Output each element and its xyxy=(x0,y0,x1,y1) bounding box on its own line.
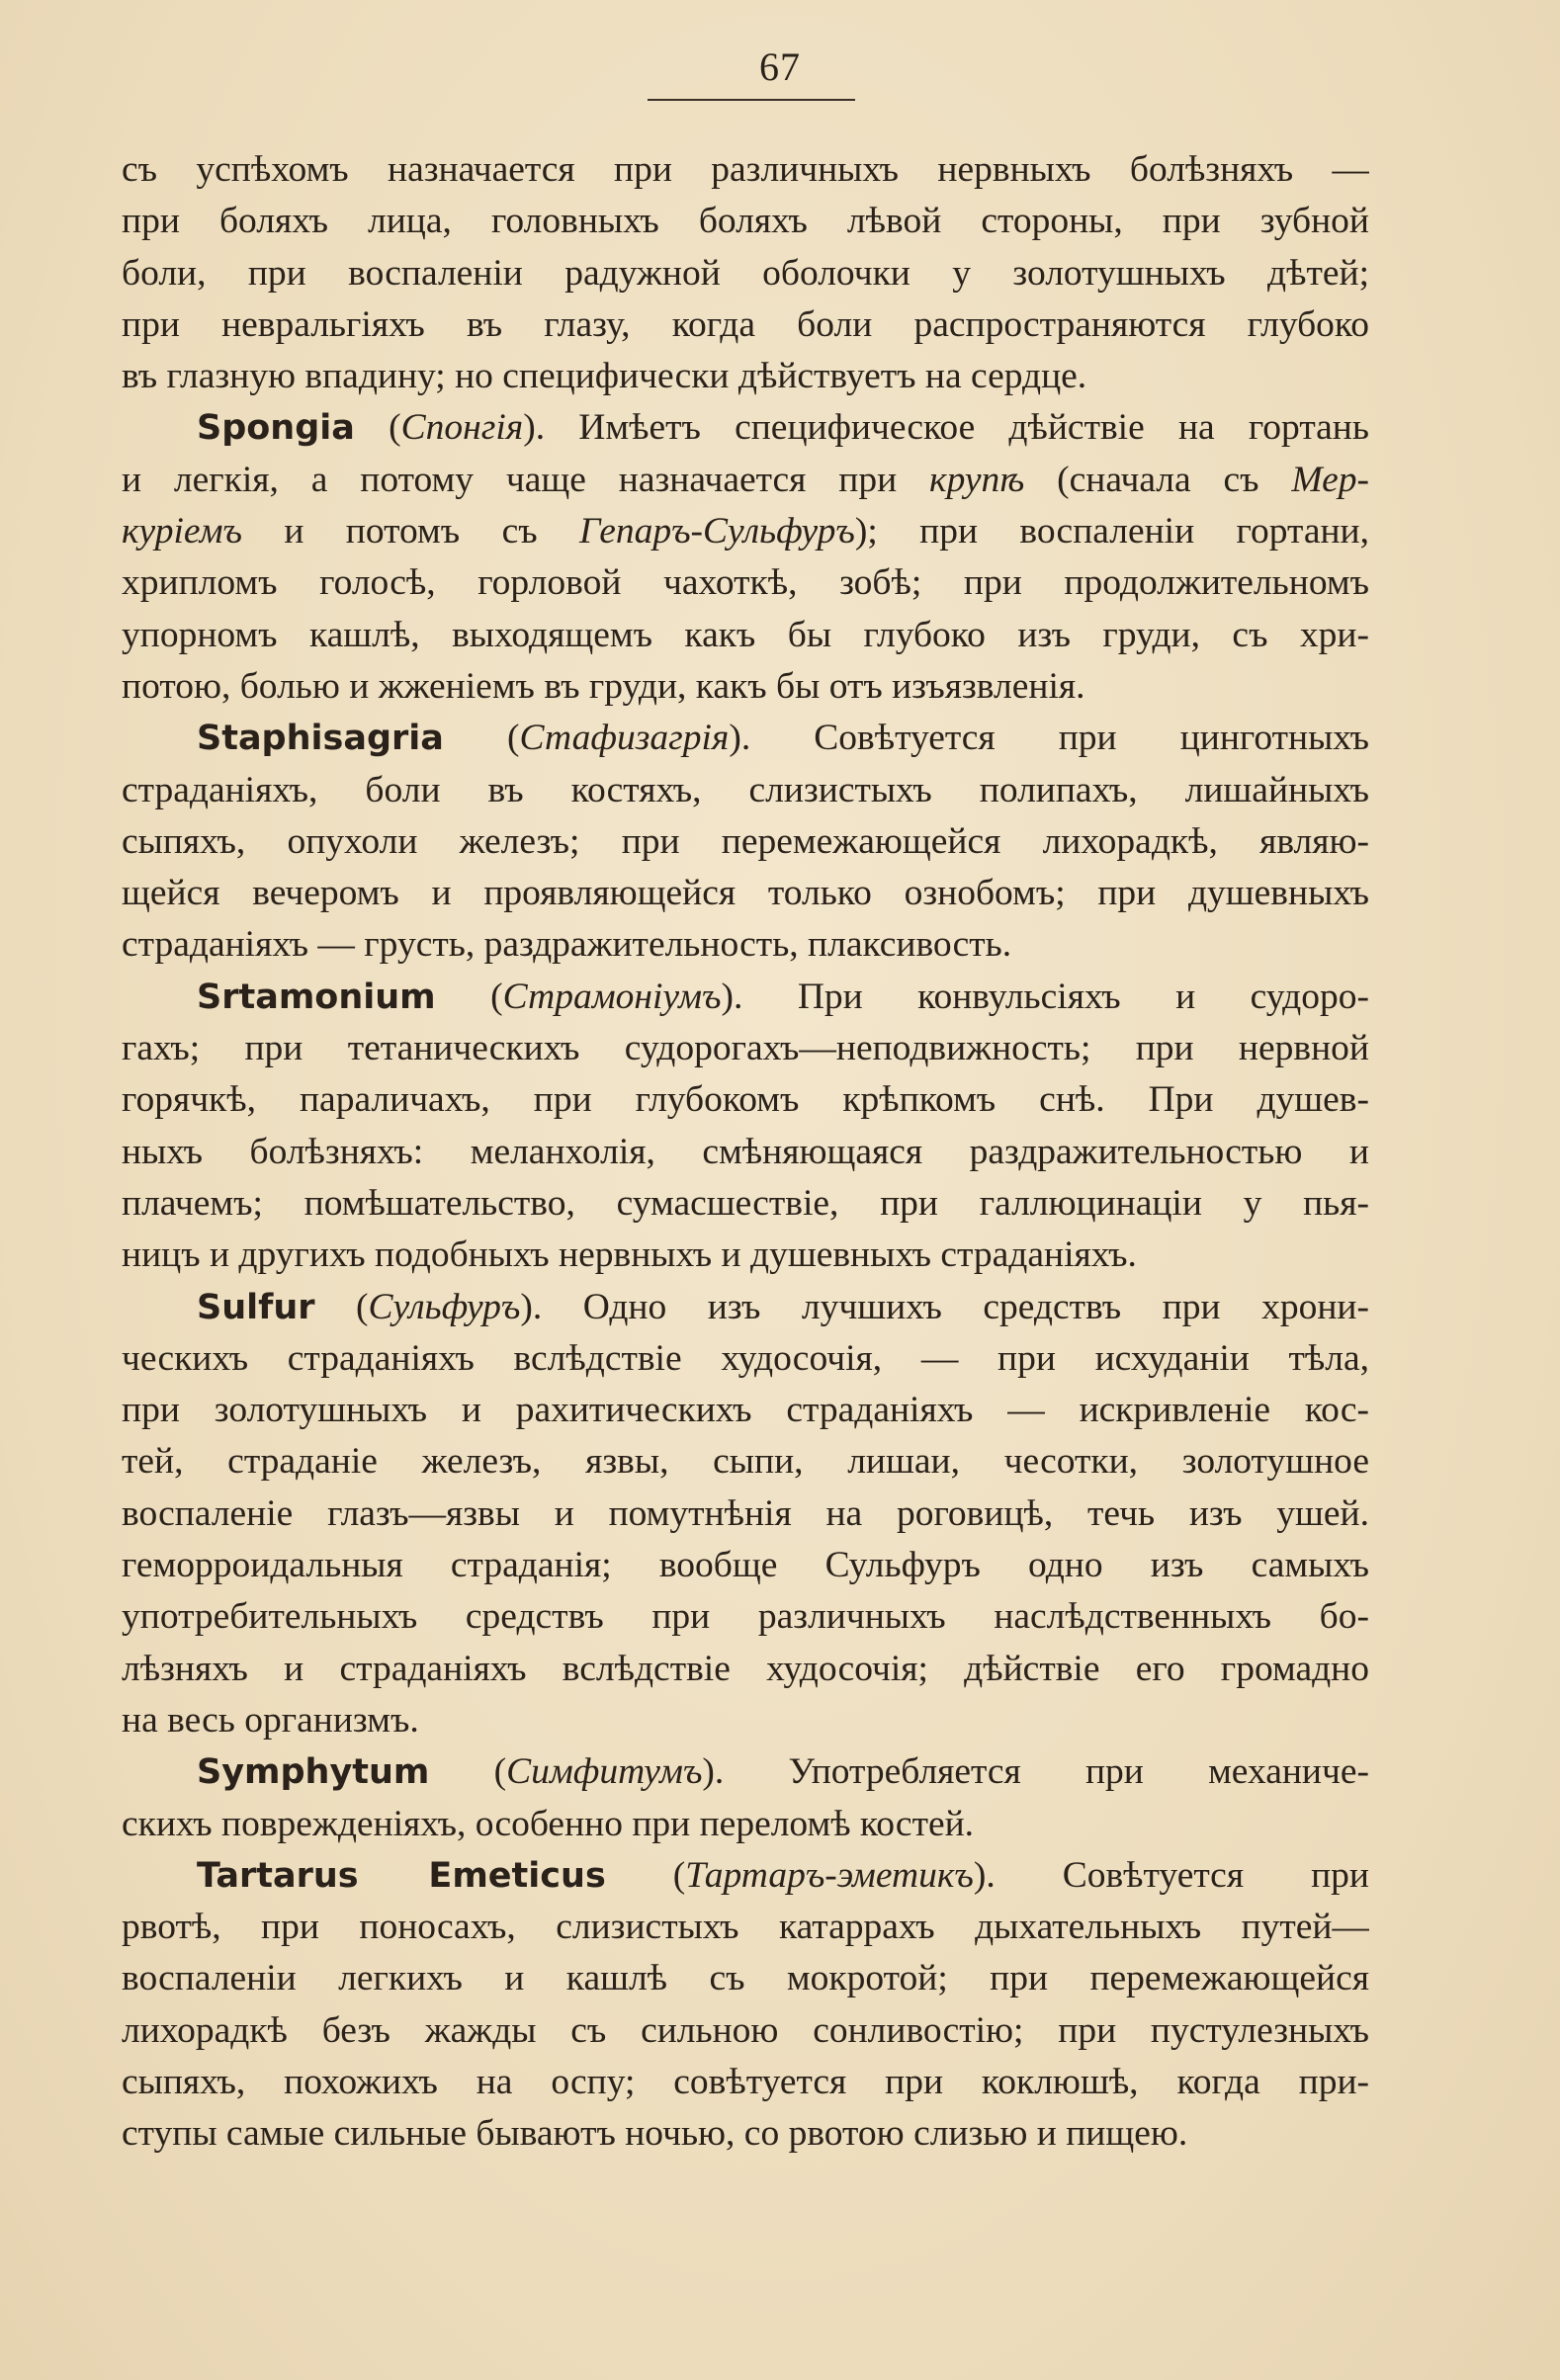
text-segment: ( xyxy=(429,1751,507,1793)
remedy-name: Staphisagria xyxy=(197,719,444,759)
text-segment: страданіяхъ — грусть, раздражительность, плаксивость. xyxy=(122,924,1012,966)
russian-name: Симфитумъ xyxy=(506,1751,703,1793)
russian-name: куріемъ xyxy=(122,511,242,552)
text-segment: ( xyxy=(443,718,520,759)
text-segment: употребительныхъ средствъ при различныхъ наслѣдственныхъ бо- xyxy=(122,1596,1369,1638)
text-segment: упорномъ кашлѣ, выходящемъ какъ бы глубоко изъ груди, съ хри- xyxy=(122,614,1369,655)
russian-name: Спонгія xyxy=(400,407,524,449)
text-segment: ( xyxy=(435,976,503,1017)
text-segment: лѣзняхъ и страданіяхъ вслѣдствіе худосочія; дѣйствіе его громадно xyxy=(122,1648,1369,1689)
text-line xyxy=(122,1644,1369,1695)
text-segment: сыпяхъ, опухоли железъ; при перемежающейся лихорадкѣ, являю- xyxy=(122,820,1369,862)
text-line xyxy=(122,1488,1369,1540)
russian-name: крупѣ xyxy=(929,459,1025,500)
remedy-name: Sulfur xyxy=(197,1287,315,1327)
text-segment: боли, при воспаленіи радужной оболочки у золотушныхъ дѣтей; xyxy=(122,252,1369,294)
text-segment: съ успѣхомъ назначается при различныхъ нервныхъ болѣзняхъ — xyxy=(122,149,1369,190)
text-line xyxy=(122,765,1369,816)
text-segment: на весь организмъ. xyxy=(122,1699,419,1741)
text-segment: воспаленіе глазъ—язвы и помутнѣнія на роговицѣ, течь изъ ушей. xyxy=(122,1492,1369,1534)
text-line xyxy=(122,1385,1369,1436)
page-number: 67 xyxy=(759,44,801,89)
text-line xyxy=(122,2108,1369,2160)
text-line xyxy=(122,1023,1369,1074)
text-line xyxy=(122,351,1369,402)
text-line xyxy=(122,2057,1369,2108)
text-segment: сыпяхъ, похожихъ на оспу; совѣтуется при коклюшѣ, когда при- xyxy=(122,2061,1369,2102)
text-line xyxy=(122,816,1369,868)
text-line xyxy=(122,144,1369,196)
text-body xyxy=(122,144,1369,2161)
text-segment: хрипломъ голосѣ, горловой чахоткѣ, зобѣ; при продолжительномъ xyxy=(122,562,1369,604)
text-segment: ). Употребляется при механиче- xyxy=(702,1751,1369,1793)
text-segment: тей, страданіе железъ, язвы, сыпи, лишаи, чесотки, золотушное xyxy=(122,1441,1369,1483)
text-segment: ступы самые сильные бываютъ ночью, со рвотою слизью и пищею. xyxy=(122,2113,1188,2155)
text-segment: ); при воспаленіи гортани, xyxy=(854,511,1369,552)
remedy-name: Spongia xyxy=(197,408,355,449)
text-line xyxy=(122,557,1369,609)
text-segment: ). Совѣтуется при xyxy=(973,1854,1369,1896)
text-segment: ( xyxy=(354,407,401,449)
text-segment: ческихъ страданіяхъ вслѣдствіе худосочія, — при исхуданіи тѣла, xyxy=(122,1337,1369,1379)
entry-heading-line xyxy=(122,1746,1369,1798)
text-line xyxy=(122,299,1369,351)
text-segment: ( xyxy=(605,1854,686,1896)
text-segment: ницъ и другихъ подобныхъ нервныхъ и душевныхъ страданіяхъ. xyxy=(122,1234,1137,1276)
text-line xyxy=(122,919,1369,971)
text-segment: гахъ; при тетаническихъ судорогахъ—неподвижность; при нервной xyxy=(122,1028,1369,1069)
russian-name: Сульфуръ xyxy=(368,1286,521,1327)
russian-name: Гепаръ-Сульфуръ xyxy=(578,511,855,552)
text-segment: при невральгіяхъ въ глазу, когда боли распространяются глубоко xyxy=(122,303,1369,345)
text-segment: ныхъ болѣзняхъ: меланхолія, смѣняющаяся раздражительностью и xyxy=(122,1131,1369,1172)
text-segment: рвотѣ, при поносахъ, слизистыхъ катаррахъ дыхательныхъ путей— xyxy=(122,1907,1369,1948)
text-line xyxy=(122,1953,1369,2004)
entry-heading-line xyxy=(122,972,1369,1023)
remedy-name: Tartarus Emeticus xyxy=(197,1855,606,1896)
remedy-name: Symphytum xyxy=(197,1752,430,1793)
text-segment: плачемъ; помѣшательство, сумасшествіе, при галлюцинаціи у пья- xyxy=(122,1182,1369,1224)
text-line xyxy=(122,868,1369,919)
text-line xyxy=(122,2005,1369,2057)
entry-heading-line xyxy=(122,1850,1369,1902)
text-line xyxy=(122,1230,1369,1281)
text-segment: воспаленіи легкихъ и кашлѣ съ мокротой; при перемежающейся xyxy=(122,1958,1369,1999)
text-line xyxy=(122,1902,1369,1953)
text-segment: щейся вечеромъ и проявляющейся только ознобомъ; при душевныхъ xyxy=(122,873,1369,914)
text-line xyxy=(122,1695,1369,1746)
text-segment: (сначала съ xyxy=(1024,459,1292,500)
text-segment: и легкія, а потому чаще назначается при xyxy=(122,459,930,500)
text-segment: потою, болью и жженіемъ въ груди, какъ бы отъ изъязвленія. xyxy=(122,665,1085,707)
text-segment: скихъ поврежденіяхъ, особенно при переломѣ костей. xyxy=(122,1803,975,1844)
page-number-rule xyxy=(648,99,855,101)
text-line xyxy=(122,1540,1369,1591)
entry-heading-line xyxy=(122,402,1369,454)
text-line xyxy=(122,1333,1369,1385)
text-segment: ). При конвульсіяхъ и судоро- xyxy=(721,976,1369,1017)
text-line xyxy=(122,506,1369,557)
text-line xyxy=(122,1436,1369,1488)
text-segment: ). Совѣтуется при цинготныхъ xyxy=(729,718,1369,759)
entry-heading-line xyxy=(122,1282,1369,1333)
text-line xyxy=(122,1074,1369,1126)
russian-name: Стафизагрія xyxy=(519,718,730,759)
text-segment: ( xyxy=(314,1286,369,1327)
text-line xyxy=(122,1591,1369,1643)
text-segment: при золотушныхъ и рахитическихъ страданіяхъ — искривленіе кос- xyxy=(122,1390,1369,1431)
text-segment: ). Одно изъ лучшихъ средствъ при хрони- xyxy=(520,1286,1369,1327)
text-line xyxy=(122,455,1369,506)
text-segment: въ глазную впадину; но специфически дѣйствуетъ на сердце. xyxy=(122,356,1087,397)
text-line xyxy=(122,196,1369,247)
russian-name: Тартаръ-эметикъ xyxy=(685,1854,974,1896)
text-line xyxy=(122,248,1369,299)
russian-name: Мер- xyxy=(1291,459,1369,500)
text-line xyxy=(122,1178,1369,1230)
text-segment: лихорадкѣ безъ жажды съ сильною сонливостію; при пустулезныхъ xyxy=(122,2009,1369,2051)
entry-heading-line xyxy=(122,713,1369,764)
text-segment: при боляхъ лица, головныхъ боляхъ лѣвой стороны, при зубной xyxy=(122,201,1369,242)
text-line xyxy=(122,661,1369,713)
text-segment: геморроидальныя страданія; вообще Сульфуръ одно изъ самыхъ xyxy=(122,1545,1369,1586)
text-segment: горячкѣ, параличахъ, при глубокомъ крѣпкомъ снѣ. При душев- xyxy=(122,1079,1369,1121)
text-segment: страданіяхъ, боли въ костяхъ, слизистыхъ полипахъ, лишайныхъ xyxy=(122,769,1369,810)
text-line xyxy=(122,1799,1369,1850)
remedy-name: Srtamonium xyxy=(197,977,436,1017)
russian-name: Страмоніумъ xyxy=(502,976,722,1017)
text-line xyxy=(122,1127,1369,1178)
text-segment: ). Имѣетъ специфическое дѣйствіе на гортань xyxy=(523,407,1369,449)
text-line xyxy=(122,610,1369,661)
text-segment: и потомъ съ xyxy=(241,511,579,552)
